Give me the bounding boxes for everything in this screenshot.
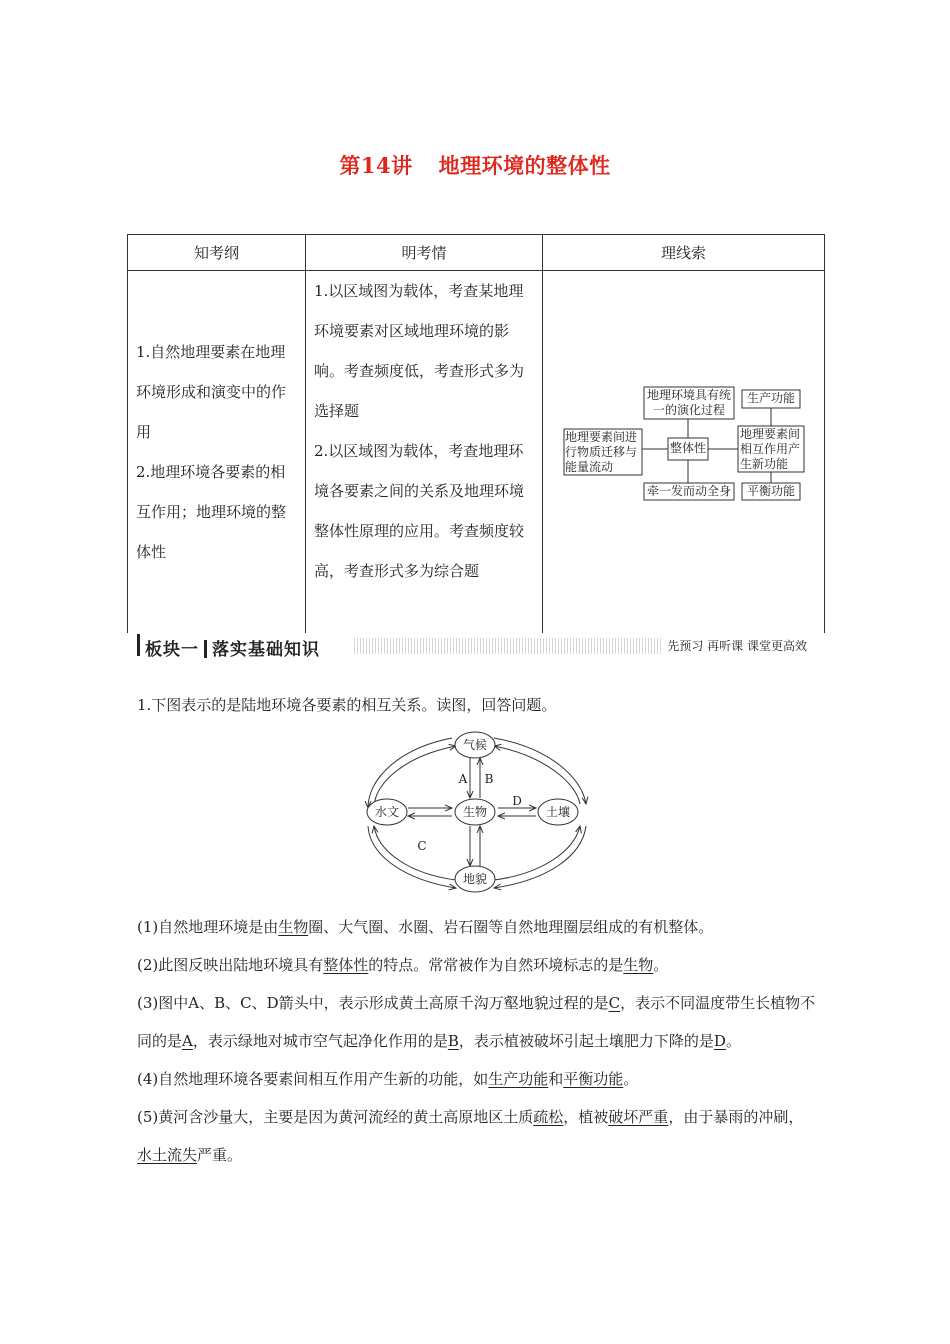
answer-blank: 破坏严重 [608, 1108, 669, 1126]
answer-text: ，表示绿地对城市空气起净化作用的是 [192, 1032, 448, 1050]
answer-4 [137, 1060, 817, 1098]
answer-text: 圈、大气圈、水圈、岩石圈等自然地理圈层组成的有机整体。 [308, 918, 714, 936]
banner-slogan: 先预习 再听课 课堂更高效 [661, 637, 813, 654]
answer-text: (4)自然地理环境各要素间相互作用产生新的功能，如 [137, 1070, 489, 1088]
answers-block [137, 908, 817, 1174]
cue-map [544, 272, 823, 632]
banner-section: 落实基础知识 [212, 640, 320, 660]
answer-blank: 整体性 [323, 956, 369, 974]
question-intro: 1.下图表示的是陆地环境各要素的相互关系。读图，回答问题。 [137, 696, 557, 714]
answer-2 [137, 946, 817, 984]
answer-3 [137, 984, 817, 1060]
arrow-label-c: C [417, 839, 427, 853]
cue-bottom-text: 牵一发而动全身 [646, 484, 731, 498]
banner-bar [137, 634, 140, 656]
outline-body-row [128, 271, 825, 634]
page-title [0, 150, 950, 180]
answer-text: (5)黄河含沙量大，主要是因为黄河流经的黄土高原地区土质 [137, 1108, 534, 1126]
answer-text: 的特点。常常被作为自然环境标志的是 [368, 956, 624, 974]
node-label-bottom: 地貌 [462, 872, 488, 886]
answer-text: (1)自然地理环境是由 [137, 918, 279, 936]
answer-text: ，表示植被破坏引起土壤肥力下降的是 [458, 1032, 714, 1050]
cue-center-text: 整体性 [669, 441, 706, 455]
exam-item: 1.以区域图为载体，考查某地理环境要素对区域地理环境的影响。考查频度低，考查形式多为选择题 [314, 282, 525, 420]
cue-map-cell [543, 271, 825, 634]
cue-right-top-text: 生产功能 [746, 391, 795, 405]
header-exam: 明考情 [306, 235, 543, 271]
answer-text: 严重。 [197, 1146, 243, 1164]
answer-text: 。 [653, 956, 669, 974]
answer-blank: 平衡功能 [563, 1070, 624, 1088]
banner-block: 板块一 [145, 640, 199, 660]
lecture-number: 第14讲 [339, 153, 413, 178]
syllabus-item: 2.地理环境各要素的相互作用；地理环境的整体性 [136, 463, 287, 561]
exam-cell [306, 271, 543, 634]
section-banner [129, 634, 813, 660]
element-relation-diagram [360, 728, 620, 898]
arrow-label-d: D [512, 794, 522, 808]
header-cues: 理线索 [543, 235, 825, 271]
arrow-label-a: A [458, 772, 468, 786]
answer-blank: C [608, 994, 621, 1012]
answer-text: ，由于暴雨的冲刷， [668, 1108, 804, 1126]
answer-text: 。 [623, 1070, 639, 1088]
node-label-center: 生物 [462, 805, 488, 819]
answer-text: ，表示不同温度带生长植物不同的是 [137, 994, 816, 1050]
answer-text: (2)此图反映出陆地环境具有 [137, 956, 324, 974]
node-label-right: 土壤 [545, 805, 571, 819]
cue-top-text: 地理环境具有统一的演化过程 [646, 388, 731, 417]
answer-blank: 生产功能 [488, 1070, 549, 1088]
header-syllabus: 知考纲 [128, 235, 306, 271]
answer-text: ，植被 [563, 1108, 609, 1126]
cue-right-text: 地理要素间相互作用产生新功能 [740, 427, 801, 471]
arrow-label-b: B [484, 772, 494, 786]
outline-header-row [128, 235, 825, 271]
answer-5 [137, 1098, 817, 1174]
answer-blank: B [447, 1032, 459, 1050]
answer-text: 和 [548, 1070, 564, 1088]
answer-blank: 疏松 [533, 1108, 564, 1126]
syllabus-cell [128, 271, 306, 634]
answer-text: 。 [725, 1032, 741, 1050]
answer-1 [137, 908, 817, 946]
node-label-top: 气候 [462, 738, 488, 752]
node-label-left: 水文 [374, 805, 400, 819]
lecture-topic: 地理环境的整体性 [438, 153, 611, 178]
cue-right-bottom-text: 平衡功能 [746, 484, 795, 498]
cue-map-diagram [544, 272, 826, 632]
syllabus-item: 1.自然地理要素在地理环境形成和演变中的作用 [136, 343, 287, 441]
answer-blank: 生物 [278, 918, 309, 936]
answer-blank: 生物 [623, 956, 654, 974]
answer-blank: A [182, 1032, 193, 1050]
answer-text: (3)图中A、B、C、D箭头中，表示形成黄土高原千沟万壑地貌过程的是 [137, 994, 609, 1012]
outline-table [127, 234, 825, 633]
banner-title [145, 635, 320, 660]
exam-item: 2.以区域图为载体，考查地理环境各要素之间的关系及地理环境整体性原理的应用。考查频度较高，考查形式多为综合题 [314, 442, 525, 580]
cue-left-text: 地理要素间进行物质迁移与能量流动 [565, 430, 638, 474]
answer-blank: D [713, 1032, 726, 1050]
answer-blank: 水土流失 [137, 1146, 198, 1164]
